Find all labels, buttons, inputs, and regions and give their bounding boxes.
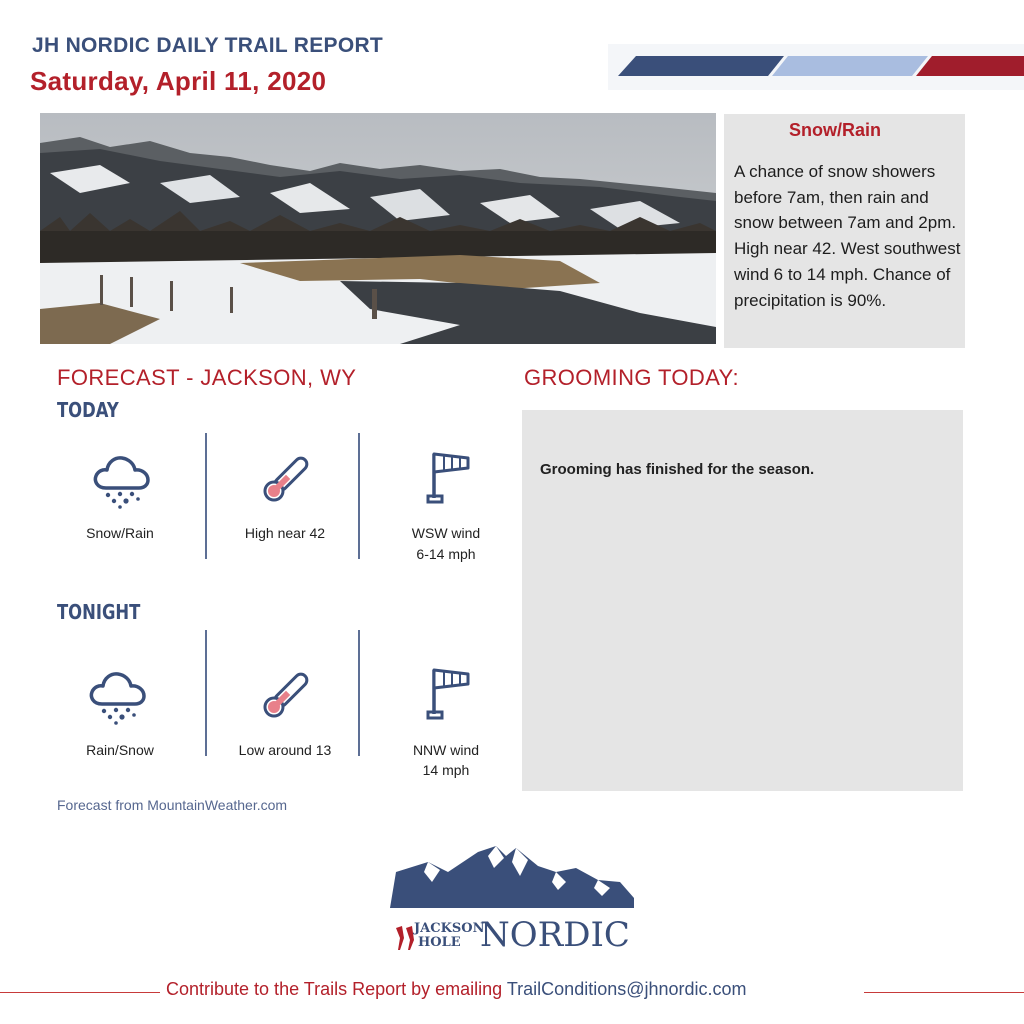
tonight-divider-2 [358, 630, 360, 756]
thermometer-icon [256, 450, 316, 508]
snow-rain-cloud-icon [90, 448, 154, 510]
logo-word-hole: HOLE [418, 935, 461, 950]
stripes-graphic [608, 44, 1024, 90]
logo-word-nordic: NORDIC [480, 915, 630, 955]
tonight-temperature: Low around 13 [238, 742, 332, 758]
footer-note [166, 979, 747, 1000]
footer-rule-left [0, 992, 160, 993]
tonight-wind-line2: 14 mph [422, 762, 470, 778]
footer-text: Contribute to the Trails Report by emailing [166, 979, 507, 999]
tonight-label: TONIGHT [57, 600, 141, 624]
footer-email-link[interactable]: TrailConditions@jhnordic.com [506, 979, 747, 999]
tonight-divider-1 [205, 630, 207, 756]
summary-title: Snow/Rain [788, 120, 881, 140]
tonight-conditions: Rain/Snow [86, 742, 154, 758]
rain-snow-cloud-icon [86, 664, 150, 726]
mountain-logo-icon [388, 842, 638, 958]
thermometer-icon [256, 666, 316, 724]
forecast-source: Forecast from MountainWeather.com [57, 797, 288, 813]
tonight-wind-line1: NNW wind [412, 742, 480, 758]
today-divider-2 [358, 433, 360, 559]
logo-word-jackson: JACKSON [414, 921, 485, 936]
footer-rule-right [864, 992, 1024, 993]
summary-text: A chance of snow showers before 7am, then rain and snow between 7am and 2pm. High near 42. West southwest wind 6 to 14 mph. Chance of precipitation is 90%. [734, 162, 961, 310]
trail-photo [40, 113, 716, 344]
today-divider-1 [205, 433, 207, 559]
jackson-hole-nordic-logo [388, 842, 638, 958]
today-label: TODAY [57, 398, 119, 422]
today-temperature: High near 42 [244, 525, 326, 541]
report-title: JH NORDIC DAILY TRAIL REPORT [32, 34, 384, 57]
windsock-icon [420, 664, 472, 724]
header-stripes [608, 44, 1024, 90]
grooming-text: Grooming has finished for the season. [540, 461, 815, 478]
forecast-title: FORECAST - JACKSON, WY [57, 365, 357, 390]
grooming-title: GROOMING TODAY: [524, 365, 740, 390]
today-wind-line2: 6-14 mph [416, 546, 476, 562]
today-conditions: Snow/Rain [86, 525, 154, 541]
report-date: Saturday, April 11, 2020 [30, 66, 327, 96]
today-wind-line1: WSW wind [411, 525, 481, 541]
windsock-icon [420, 448, 472, 508]
